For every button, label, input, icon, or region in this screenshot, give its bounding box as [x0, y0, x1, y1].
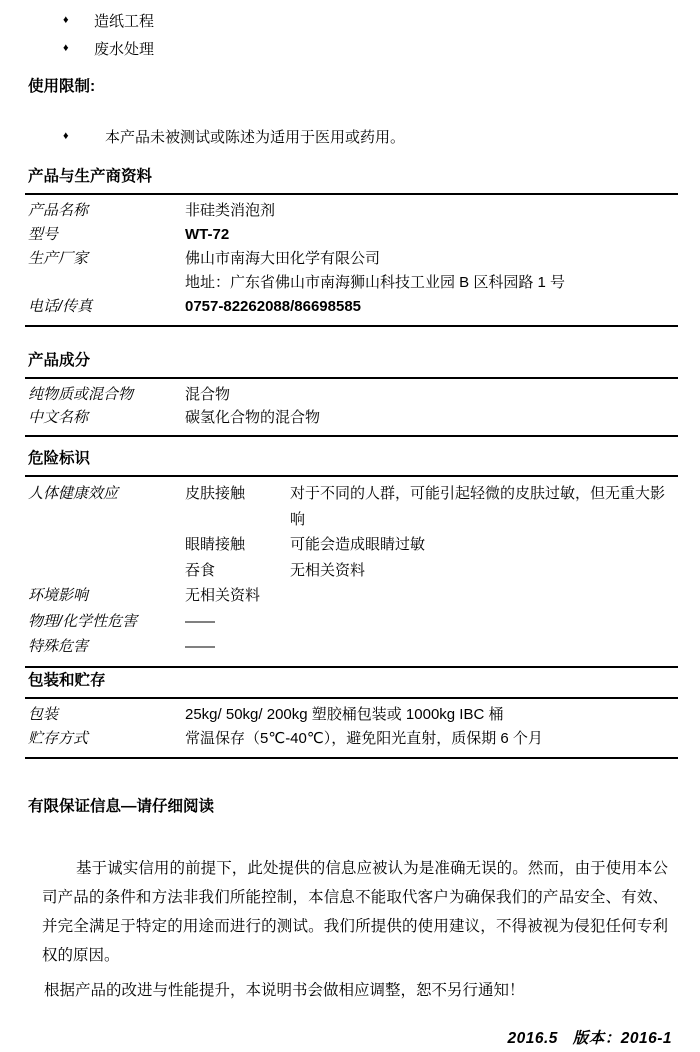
row-value: 对于不同的人群，可能引起轻微的皮肤过敏，但无重大影响: [290, 485, 666, 528]
section-heading: 产品成分: [28, 352, 91, 369]
row-subcategory: 吞食: [185, 561, 216, 579]
row-label: 产品名称: [28, 202, 89, 219]
diamond-bullet-icon: ♦: [63, 129, 69, 142]
row-value: 无相关资料: [290, 561, 366, 579]
row-label: 生产厂家: [28, 250, 89, 267]
packaging-table: [25, 697, 678, 759]
row-value: 25kg/ 50kg/ 200kg 塑胶桶包装或 1000kg IBC 桶: [185, 706, 504, 723]
row-label: 特殊危害: [28, 638, 89, 655]
list-item: [63, 6, 154, 34]
row-label: 电话/传真: [28, 298, 93, 315]
table-row: [28, 271, 678, 295]
row-value: 可能会造成眼睛过敏: [290, 536, 426, 553]
table-row: [28, 609, 678, 635]
row-label: 纯物质或混合物: [28, 386, 134, 403]
table-row: [28, 383, 678, 406]
row-label: 包装: [28, 706, 59, 723]
row-label: 人体健康效应: [28, 485, 119, 502]
table-row: [28, 247, 678, 271]
row-label: [28, 532, 185, 558]
table-row: [28, 703, 678, 727]
row-value: 常温保存（5℃-40℃），避免阳光直射，质保期 6 个月: [185, 730, 543, 747]
usage-restriction-item: [63, 122, 405, 150]
row-label: 贮存方式: [28, 730, 89, 747]
table-row: [28, 295, 678, 319]
list-item-label: 废水处理: [94, 40, 155, 58]
table-row: [28, 199, 678, 223]
row-value: WT-72: [185, 226, 230, 243]
usage-restriction-heading: 使用限制:: [28, 78, 96, 95]
table-row: [28, 481, 678, 532]
table-row: [28, 727, 678, 751]
table-row: [28, 532, 678, 558]
hazards-table: [25, 475, 678, 668]
diamond-bullet-icon: ♦: [63, 41, 69, 54]
section-heading: 包装和贮存: [28, 672, 106, 689]
row-label: [28, 558, 185, 584]
row-label: 环境影响: [28, 587, 89, 604]
disclaimer-paragraph: 根据产品的改进与性能提升，本说明书会做相应调整，恕不另行通知！: [44, 982, 525, 999]
row-value: 佛山市南海大田化学有限公司: [185, 250, 381, 267]
application-list: [63, 6, 154, 62]
section-heading: 危险标识: [28, 450, 91, 467]
table-row: [28, 634, 678, 660]
table-row: [28, 406, 678, 429]
row-value: 0757-82262088/86698585: [185, 298, 362, 315]
row-value: 混合物: [185, 386, 231, 403]
row-label: [28, 271, 185, 295]
row-value: 非硅类消泡剂: [185, 202, 276, 219]
section-composition: [25, 348, 678, 437]
list-item-label: 造纸工程: [94, 12, 155, 30]
diamond-bullet-icon: ♦: [63, 13, 69, 26]
row-subcategory: 眼睛接触: [185, 536, 246, 553]
row-value: ——: [185, 612, 215, 630]
table-row: [28, 583, 678, 609]
list-item: [63, 34, 154, 62]
table-row: [28, 223, 678, 247]
row-subcategory: 皮肤接触: [185, 485, 246, 502]
version-footer: [498, 1026, 673, 1048]
table-row: [28, 558, 678, 584]
product-info-table: [25, 193, 678, 327]
row-value: ——: [185, 638, 215, 655]
warranty-paragraph: 基于诚实信用的前提下，此处提供的信息应被认为是准确无误的。然而，由于使用本公司产品的条件和方法非我们所能控制，本信息不能取代客户为确保我们的产品安全、有效、并完全满足于特定的用途而进行的测试。我们所提供的使用建议，不得被视为侵犯任何专利权的原因。: [42, 860, 668, 964]
usage-restriction-text: 本产品未被测试或陈述为适用于医用或药用。: [105, 128, 406, 146]
row-value: 地址：广东省佛山市南海狮山科技工业园 B 区科园路 1 号: [185, 274, 566, 291]
footer-version: 版本：2016-1: [572, 1030, 672, 1047]
footer-date: 2016.5: [507, 1030, 558, 1047]
row-label: 中文名称: [28, 409, 89, 426]
section-product-info: [25, 164, 678, 327]
section-packaging: [25, 668, 678, 759]
warranty-heading: 有限保证信息—请仔细阅读: [28, 798, 215, 815]
row-label: 型号: [28, 226, 59, 243]
section-heading: 产品与生产商资料: [28, 168, 153, 185]
row-label: 物理/化学性危害: [28, 612, 138, 630]
section-hazards: [25, 446, 678, 668]
composition-table: [25, 377, 678, 437]
row-value: 碳氢化合物的混合物: [185, 409, 321, 426]
row-value: 无相关资料: [185, 587, 261, 604]
